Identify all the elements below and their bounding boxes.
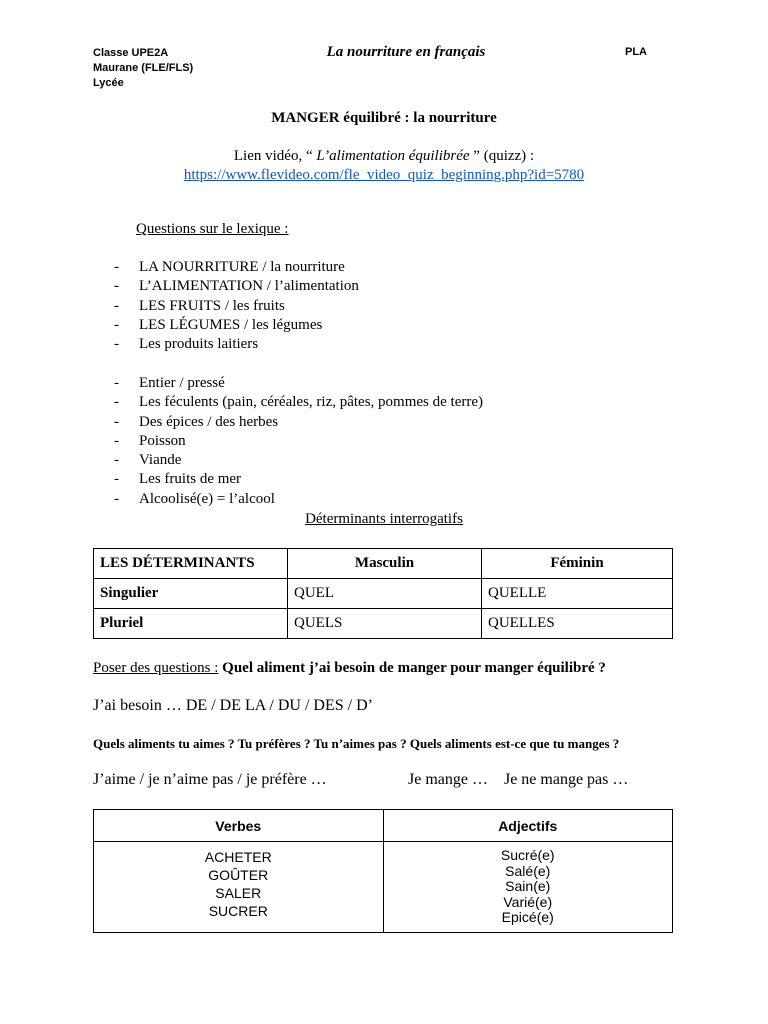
table-header-cell: Verbes	[94, 810, 384, 842]
list-item: GOÛTER	[208, 867, 269, 883]
video-caption	[0, 147, 768, 166]
poser-question: Quel aliment j’ai besoin de manger pour manger équilibré ?	[218, 660, 606, 676]
video-link[interactable]: https://www.flevideo.com/fle_video_quiz_beginning.php?id=5780	[183, 167, 585, 183]
table-row	[94, 842, 673, 933]
table-row	[94, 579, 673, 609]
list-item: Varié(e)	[503, 893, 553, 910]
poser-label: Poser des questions :	[93, 660, 219, 676]
list-item: - Poisson	[114, 432, 186, 449]
document-title: La nourriture en français	[326, 44, 486, 60]
list-item: - Entier / pressé	[114, 375, 225, 391]
list-item: - Des épices / des herbes	[114, 413, 279, 430]
table-header-cell: Masculin	[288, 549, 482, 579]
teacher-label: Maurane (FLE/FLS)	[93, 62, 194, 74]
video-block	[0, 147, 768, 185]
list-item: Epicé(e)	[501, 909, 554, 925]
vocab-list-1	[114, 258, 359, 354]
list-item: SUCRER	[208, 903, 268, 919]
table-cell: QUELS	[288, 609, 482, 639]
jemange-line: Je mange … Je ne mange pas …	[408, 771, 629, 788]
table-cell: QUEL	[288, 579, 482, 609]
adjectifs-cell	[383, 842, 673, 933]
verbes-adjectifs-table	[93, 809, 673, 933]
table-header-cell: Féminin	[482, 549, 673, 579]
list-item: Sain(e)	[505, 878, 551, 894]
list-item: Sucré(e)	[500, 847, 555, 863]
list-item: - Les féculents (pain, céréales, riz, pâtes, pommes de terre)	[114, 394, 484, 411]
table-cell: Singulier	[94, 579, 288, 609]
table-header-cell: Adjectifs	[383, 810, 673, 842]
list-item: SALER	[215, 885, 262, 901]
header-right-label: PLA	[625, 46, 647, 58]
table-cell: QUELLE	[482, 579, 673, 609]
table-bottom-border	[94, 932, 673, 933]
list-item: - Viande	[114, 452, 182, 469]
list-item: Salé(e)	[505, 862, 551, 879]
list-item: - Les fruits de mer	[114, 471, 242, 488]
verbes-cell	[94, 842, 384, 933]
quels-line: Quels aliments tu aimes ? Tu préfères ? Tu n’aimes pas ? Quels aliments est-ce que tu manges ?	[93, 736, 620, 751]
questions-title: Questions sur le lexique :	[136, 221, 289, 237]
table-cell: QUELLES	[482, 609, 673, 639]
table-row	[94, 609, 673, 639]
jaime-line: J’aime / je n’aime pas / je préfère …	[93, 771, 327, 788]
school-label: Lycée	[93, 77, 124, 89]
video-title: L’alimentation équilibrée	[316, 148, 470, 164]
vocab-list-2	[114, 374, 483, 509]
class-label: Classe UPE2A	[93, 47, 169, 59]
list-item: - LA NOURRITURE / la nourriture	[114, 259, 345, 275]
list-item: - L’ALIMENTATION / l’alimentation	[114, 278, 359, 295]
list-item: ACHETER	[204, 849, 272, 865]
determinants-table	[93, 548, 673, 639]
table-header-row	[94, 549, 673, 579]
list-item: - Alcoolisé(e) = l’alcool	[114, 490, 275, 507]
table-cell: Pluriel	[94, 609, 288, 639]
table-header-cell: LES DÉTERMINANTS	[94, 549, 288, 579]
determinants-title: Déterminants interrogatifs	[305, 511, 463, 527]
table-header-row	[94, 810, 673, 842]
poser-questions	[93, 660, 606, 677]
list-item: - LES LÉGUMES / les légumes	[114, 316, 323, 333]
list-item: - Les produits laitiers	[114, 336, 259, 353]
video-suffix: ” (quizz) :	[469, 148, 535, 164]
list-item: - LES FRUITS / les fruits	[114, 297, 285, 314]
video-prefix: Lien vidéo, “	[233, 148, 317, 164]
main-heading: MANGER équilibré : la nourriture	[271, 110, 497, 126]
besoin-line: J’ai besoin … DE / DE LA / DU / DES / D’	[93, 697, 373, 714]
